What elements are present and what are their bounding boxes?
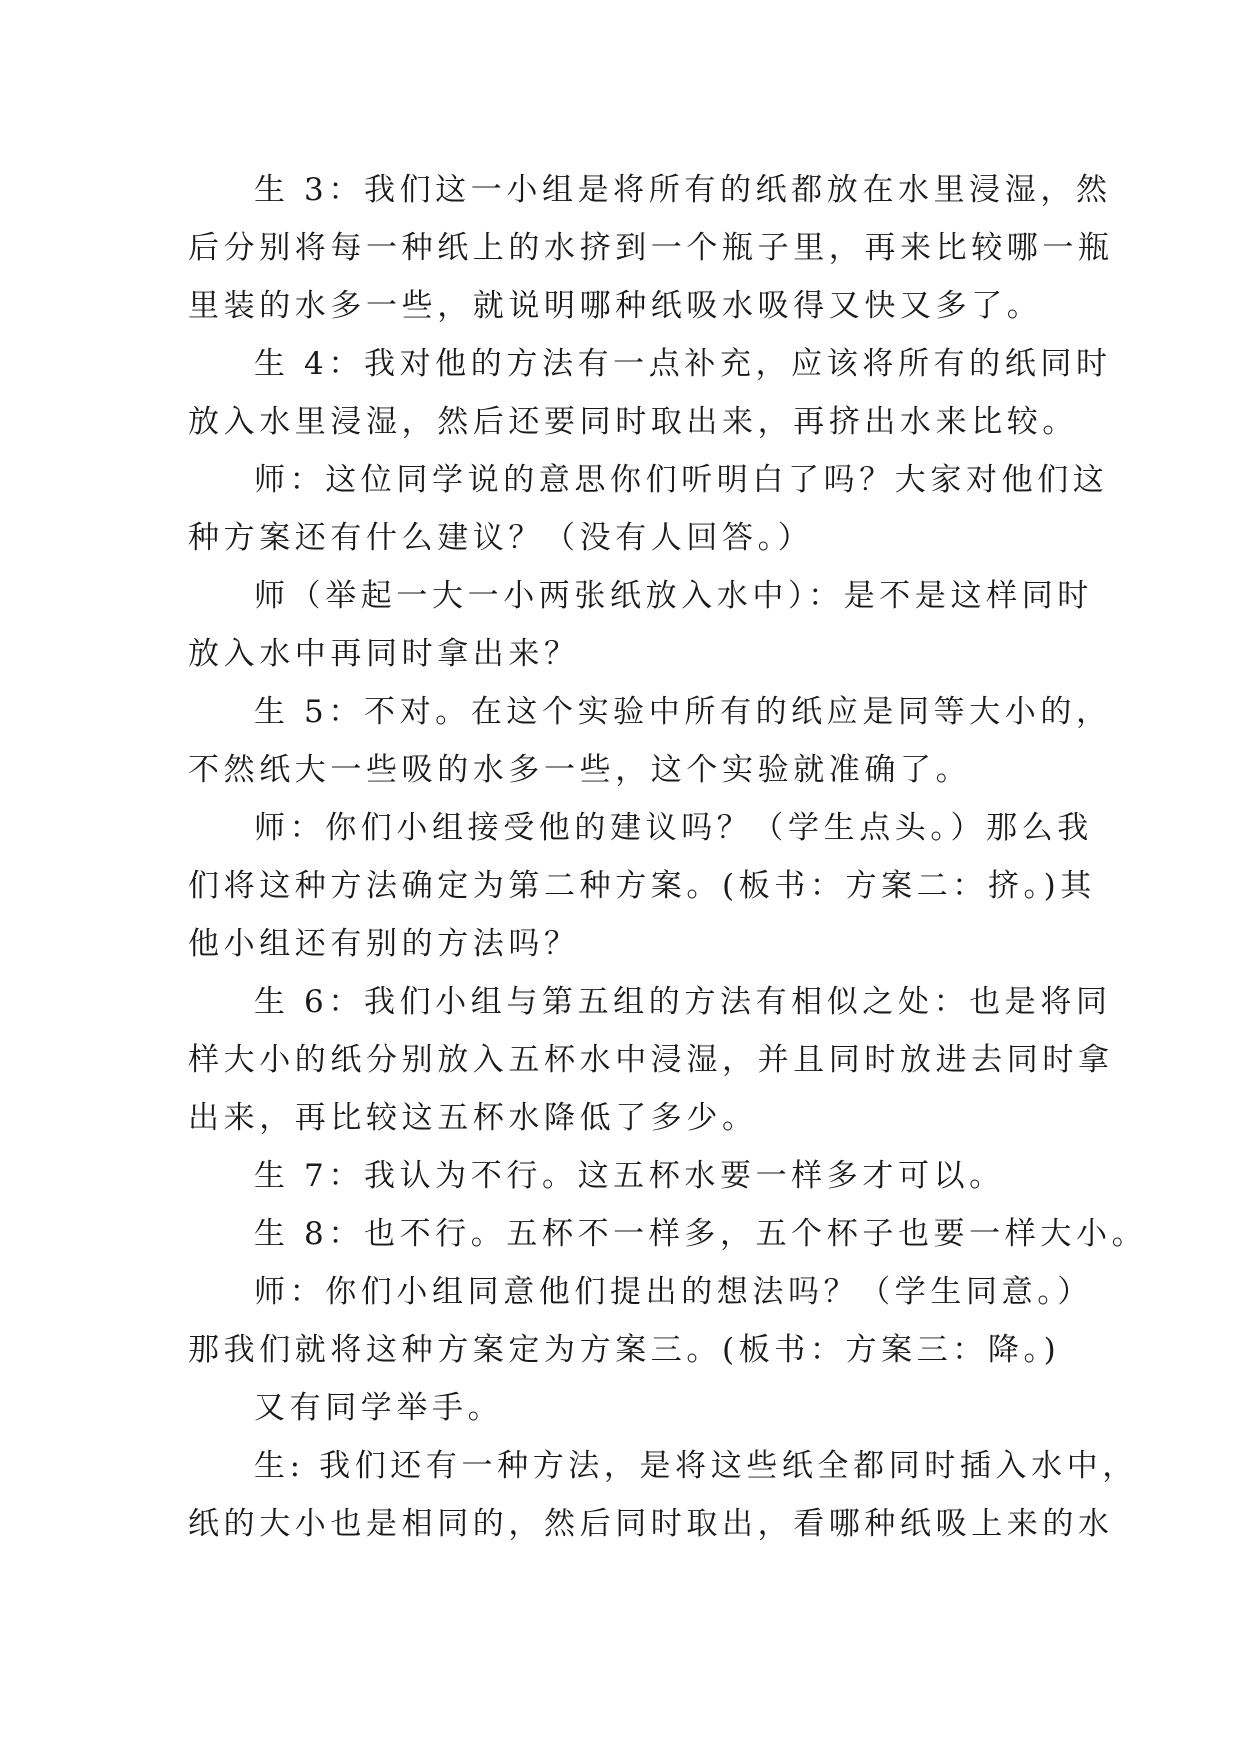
text-line: 师：你们小组接受他的建议吗？（学生点头。）那么我: [254, 810, 1093, 846]
text-line: 生 6：我们小组与第五组的方法有相似之处：也是将同: [254, 984, 1112, 1020]
text-line: 那我们就将这种方案定为方案三。(板书：方案三：降。): [188, 1332, 1061, 1368]
text-line: 生 7：我认为不行。这五杯水要一样多才可以。: [254, 1158, 1005, 1194]
body-text: [188, 161, 1148, 1553]
text-line: 师（举起一大一小两张纸放入水中）：是不是这样同时: [254, 578, 1093, 614]
text-line: 们将这种方法确定为第二种方案。(板书：方案二：挤。)其: [188, 868, 1096, 904]
text-line: 种方案还有什么建议？（没有人回答。）: [188, 520, 814, 556]
paragraph-student-another: [188, 1437, 1138, 1553]
text-line: 放入水里浸湿，然后还要同时取出来，再挤出水来比较。: [188, 404, 1078, 440]
text-line: 里装的水多一些，就说明哪种纸吸水吸得又快又多了。: [188, 288, 1043, 324]
text-line: 师：这位同学说的意思你们听明白了吗？大家对他们这: [254, 462, 1109, 498]
text-line: 生 5：不对。在这个实验中所有的纸应是同等大小的，: [254, 694, 1112, 730]
text-line: 生 4：我对他的方法有一点补充，应该将所有的纸同时: [254, 346, 1112, 382]
text-line: 生 3：我们这一小组是将所有的纸都放在水里浸湿，然: [254, 172, 1112, 208]
text-line: 不然纸大一些吸的水多一些，这个实验就准确了。: [188, 752, 972, 788]
paragraph-teacher-plan-3: [188, 1263, 1093, 1379]
paragraph-teacher-demo: [188, 567, 1093, 683]
text-line: 后分别将每一种纸上的水挤到一个瓶子里，再来比较哪一瓶: [188, 230, 1114, 266]
text-line: 出来，再比较这五杯水降低了多少。: [188, 1100, 758, 1136]
paragraph-student-7: [188, 1147, 1056, 1205]
text-line: 生: 我们还有一种方法，是将这些纸全都同时插入水中，: [254, 1448, 1138, 1484]
paragraph-student-3: [188, 161, 1114, 335]
paragraph-narration: [188, 1379, 1056, 1437]
text-line: 他小组还有别的方法吗？: [188, 926, 580, 962]
paragraph-student-6: [188, 973, 1114, 1147]
paragraph-student-8: [188, 1205, 1148, 1263]
paragraph-student-5: [188, 683, 1112, 799]
text-line: 师：你们小组同意他们提出的想法吗？（学生同意。）: [254, 1274, 1093, 1310]
paragraph-teacher-question: [188, 451, 1109, 567]
text-line: 生 8：也不行。五杯不一样多，五个杯子也要一样大小。: [254, 1216, 1148, 1252]
paragraph-teacher-plan-2: [188, 799, 1096, 973]
text-line: 纸的大小也是相同的，然后同时取出，看哪种纸吸上来的水: [188, 1506, 1114, 1542]
text-line: 又有同学举手。: [254, 1390, 504, 1426]
text-line: 放入水中再同时拿出来？: [188, 636, 580, 672]
text-line: 样大小的纸分别放入五杯水中浸湿，并且同时放进去同时拿: [188, 1042, 1114, 1078]
paragraph-student-4: [188, 335, 1112, 451]
